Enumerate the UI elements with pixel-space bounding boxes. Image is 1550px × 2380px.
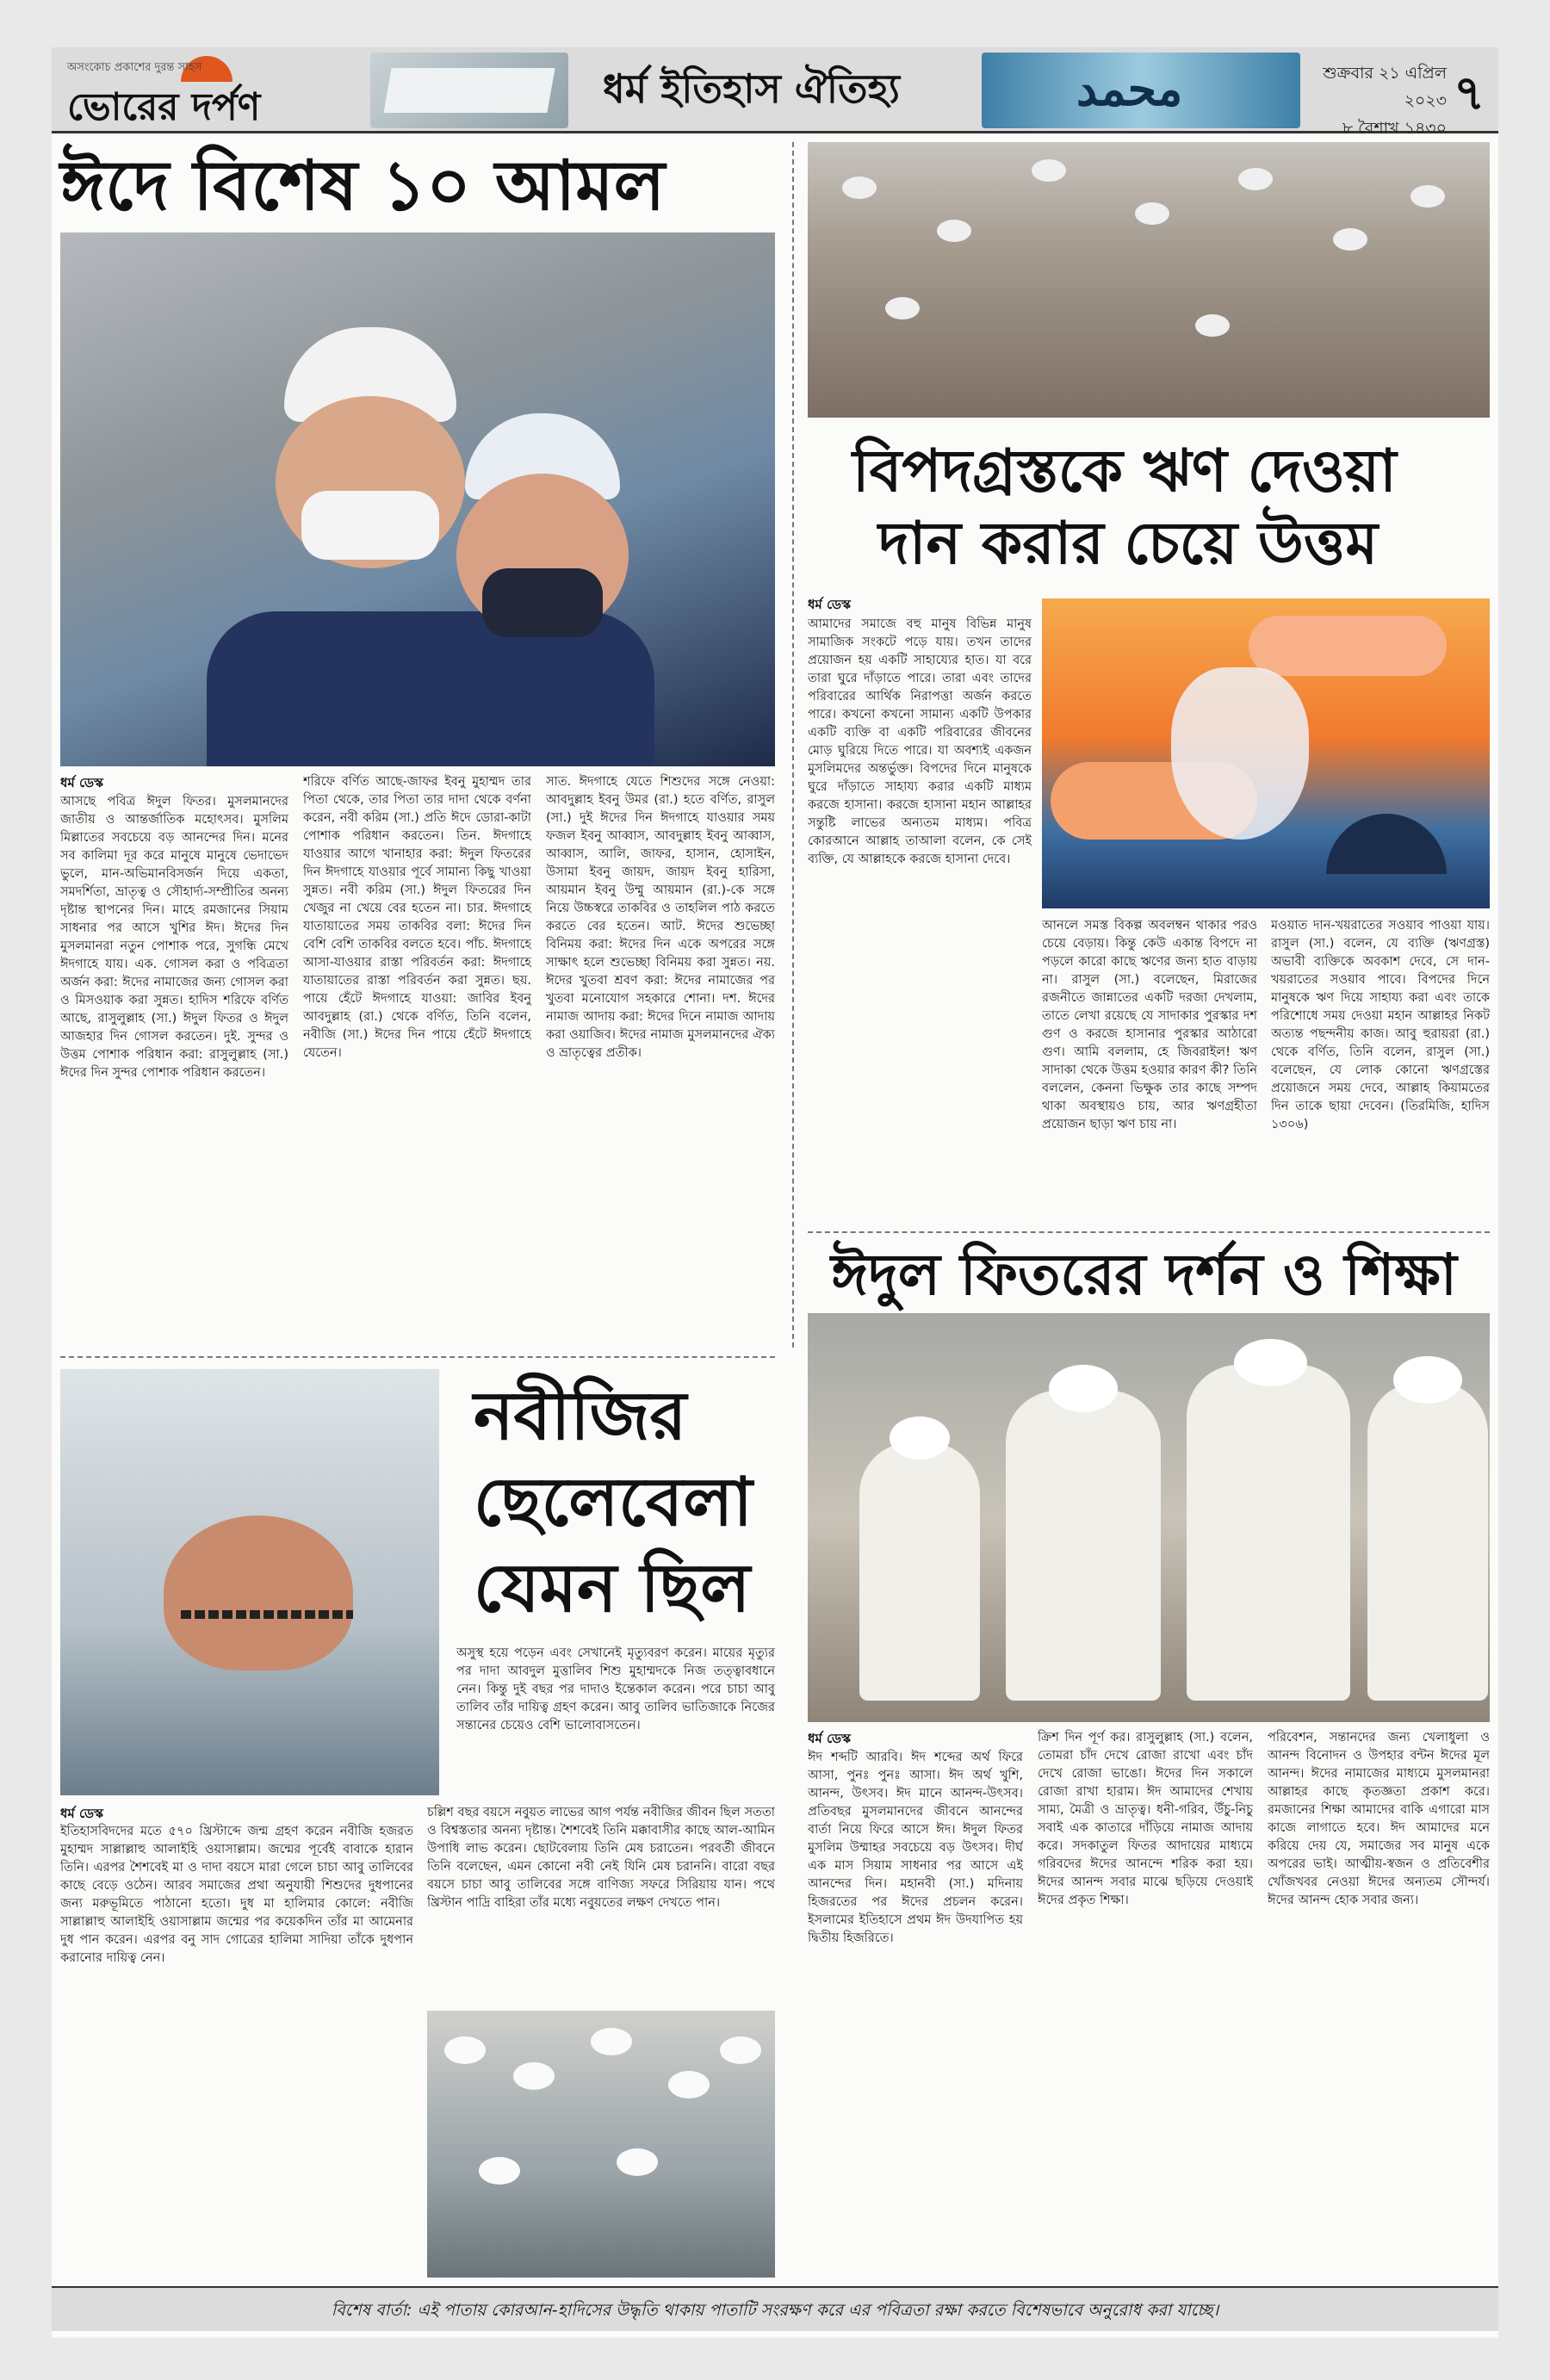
calligraphy-banner (982, 53, 1300, 128)
section-title: ধর্ম ইতিহাস ঐতিহ্য (603, 65, 900, 112)
byline-childhood: ধর্ম ডেস্ক (60, 1806, 103, 1821)
article-eid-philosophy-col3: পরিবেশন, সন্তানদের জন্য খেলাধুলা ও আনন্দ বিনোদন ও উপহার বন্টন ঈদের মূল আনন্দ। ঈদের নামাজের মাধ্যমে মুসলমানরা আল্লাহর কাছে কৃতজ্ঞতা প্রকাশ করে। রমজানের শিক্ষা আমাদের বাকি এগারো মাস কাজে লাগাতে হবে। ঈদ আমাদের মনে করিয়ে দেয় যে, সমাজের সব মানুষ একে অপরের ভাই। আত্মীয়-স্বজন ও প্রতিবেশীর খোঁজখবর নেওয়া ঈদের অন্যতম সৌন্দর্য। ঈদের আনন্দ হোক সবার জন্য। (1268, 1731, 1490, 1907)
article-eid-amal-col1: আসছে পবিত্র ঈদুল ফিতর। মুসলমানদের জাতীয় ও আন্তর্জাতিক মহোৎসব। মুসলিম মিল্লাতের সবচেয়ে বড় আনন্দের দিন। মনের সব কালিমা দূর করে মানুষে মানুষে ভেদাভেদ ভুলে, মান-অভিমানবিসর্জন দিয়ে একতা, সমদর্শিতা, ভ্রাতৃত্ব ও সৌহার্দ্য-সম্প্রীতির অনন্য দৃষ্টান্ত স্থাপনের দিন। মাহে রমজানের সিয়াম সাধনার পর আসে খুশির ঈদ। ঈদের দিন মুসলমানরা নতুন পোশাক পরে, সুগন্ধি মেখে ঈদগাহে যায়। এক. গোসল করা ও পবিত্রতা অর্জন করা: ঈদের নামাজের জন্য গোসল করা ও মিসওয়াক করা সুন্নত। হাদিস শরিফে বর্ণিত আছে, রাসুলুল্লাহ (সা.) ঈদুল ফিতর ও ঈদুল আজহার দিন গোসল করতেন। দুই. সুন্দর ও উত্তম পোশাক পরিধান করা: রাসুলুল্লাহ (সা.) ঈদের দিন সুন্দর পোশাক পরিধান করতেন। (60, 795, 288, 1080)
photo-boys-praying (427, 2011, 775, 2278)
section-divider (808, 1231, 1490, 1233)
paper-name: ভোরের দর্পণ (67, 85, 261, 129)
article-eid-amal-col2: শরিফে বর্ণিত আছে-জাফর ইবনু মুহাম্মদ তার পিতা থেকে, তার পিতা তার দাদা থেকে বর্ণনা করেন, নবী করিম (সা.) প্রতি ঈদে ডোরা-কাটা পোশাক পরিধান করতেন। তিন. ঈদগাহে যাওয়ার আগে খানাহার করা: ঈদুল ফিতরের দিন ঈদগাহে যাওয়ার পূর্বে সামান্য কিছু খাওয়া সুন্নত। নবী করিম (সা.) ঈদুল ফিতরের দিন খেজুর না খেয়ে বের হতেন না। চার. ঈদগাহে যাতায়াতের সময় তাকবির বলা: ঈদের দিন বেশি বেশি তাকবির বলতে হবে। পাঁচ. ঈদগাহে আসা-যাওয়ার রাস্তা পরিবর্তন করা: ঈদগাহে যাতায়াতের রাস্তা পরিবর্তন করা সুন্নত। ছয়. পায়ে হেঁটে ঈদগাহে যাওয়া: জাবির ইবনু আবদুল্লাহ (রা.) থেকে বর্ণিত, তিনি বলেন, নবীজি (সা.) ঈদের দিন পায়ে হেঁটে ঈদগাহে যেতেন। (303, 775, 531, 1060)
byline-eid-philosophy: ধর্ম ডেস্ক (808, 1731, 851, 1746)
open-book-icon (370, 53, 568, 128)
article-childhood-intro: অসুস্থ হয়ে পড়েন এবং সেখানেই মৃত্যুবরণ করেন। মায়ের মৃত্যুর পর দাদা আবদুল মুত্তালিব শিশু মুহাম্মদকে নিজ তত্ত্বাবধানে নেন। কিন্তু দুই বছর পর দাদাও ইন্তেকাল করেন। পরে চাচা আবু তালিব তাঁর দায়িত্ব গ্রহণ করেন। আবু তালিব ভাতিজাকে নিজের সন্তানের চেয়েও বেশি ভালোবাসতেন। (456, 1646, 775, 1732)
article-eid-philosophy-col2: ক্রিশ দিন পূর্ণ কর। রাসুলুল্লাহ (সা.) বলেন, তোমরা চাঁদ দেখে রোজা রাখো এবং চাঁদ দেখে রোজা ভাঙো। ঈদের দিন সকালে রোজা রাখা হারাম। ঈদ আমাদের শেখায় সাম্য, মৈত্রী ও ভ্রাতৃত্ব। ধনী-গরিব, উঁচু-নিচু সবাই এক কাতারে দাঁড়িয়ে নামাজ আদায় করে। সদকাতুল ফিতর আদায়ের মাধ্যমে গরিবদের ঈদের আনন্দে শরিক করা হয়। ঈদের আনন্দ সবার মাঝে ছড়িয়ে দেওয়াই ঈদের প্রকৃত শিক্ষা। (1038, 1731, 1253, 1907)
photo-praying-hands (60, 1369, 439, 1795)
article-childhood-col2: চল্লিশ বছর বয়সে নবুয়ত লাভের আগ পর্যন্ত নবীজির জীবন ছিল সততা ও বিশ্বস্ততার অনন্য দৃষ্টান্ত। শৈশবেই তিনি মক্কাবাসীর কাছে আল-আমিন উপাধি লাভ করেন। ছোটবেলায় তিনি মেষ চরাতেন। পরবর্তী জীবনে তিনি বলেছেন, এমন কোনো নবী নেই যিনি মেষ চরাননি। বারো বছর বয়সে চাচা আবু তালিবের সঙ্গে বাণিজ্য সফরে সিরিয়ায় যান। পথে খ্রিস্টান পাদ্রি বাহিরা তাঁর মধ্যে নবুয়তের লক্ষণ দেখতে পান। (427, 1806, 775, 1910)
masthead (52, 47, 1498, 138)
article-childhood-col1: ইতিহাসবিদদের মতে ৫৭০ খ্রিস্টাব্দে জন্ম গ্রহণ করেন নবীজি হজরত মুহাম্মদ সাল্লাল্লাহু আলাইহি ওয়াসাল্লাম। জন্মের পূর্বেই বাবাকে হারান তিনি। এরপর শৈশবেই মা ও দাদা বয়সে মারা গেলে চাচা আবু তালিবের কাছে বেড়ে ওঠেন। আরব সমাজের প্রথা অনুযায়ী শিশুদের দুধপানের জন্য মরুভূমিতে পাঠানো হতো। দুধ মা হালিমার কোলে: নবীজি সাল্লাল্লাহু আলাইহি ওয়াসাল্লাম জন্মের পর কয়েকদিন তাঁর মা আমেনার দুধ পান করেন। এরপর বনু সাদ গোত্রের হালিমা সাদিয়া তাঁকে দুধপান করানোর দায়িত্ব নেন। (60, 1825, 413, 1965)
article-eid-amal-col3: সাত. ঈদগাহে যেতে শিশুদের সঙ্গে নেওয়া: আবদুল্লাহ ইবনু উমর (রা.) হতে বর্ণিত, রাসুল (সা.) দুই ঈদের দিন ঈদগাহে যাওয়ার সময় ফজল ইবনু আব্বাস, আবদুল্লাহ ইবনু আব্বাস, আব্বাস, আলি, জাফর, হাসান, হোসাইন, উসামা ইবনু জায়দ, জায়দ ইবনু হারিসা, আয়মান ইবনু উম্মু আয়মান (রা.)-কে সঙ্গে নিয়ে উচ্চস্বরে তাকবির ও তাহলিল পাঠ করতে করতে বের হতেন। আট. ঈদের শুভেচ্ছা বিনিময় করা: ঈদের দিন একে অপরের সঙ্গে সাক্ষাৎ হলে শুভেচ্ছা বিনিময় করা সুন্নত। নয়. ঈদের খুতবা শ্রবণ করা: ঈদের নামাজের পর খুতবা মনোযোগ সহকারে শোনা। দশ. ঈদের নামাজ আদায় করা: ঈদের দিনে নামাজ আদায় করা ওয়াজিব। ঈদের নামাজ মুসলমানদের ঐক্য ও ভ্রাতৃত্বের প্রতীক। (546, 775, 775, 1060)
date-gregorian: শুক্রবার ২১ এপ্রিল ২০২৩ (1323, 64, 1447, 110)
footer-notice: বিশেষ বার্তা: এই পাতায় কোরআন-হাদিসের উদ্ধৃতি থাকায় পাতাটি সংরক্ষণ করে এর পবিত্রতা রক্ষা করতে বিশেষভাবে অনুরোধ করা যাচ্ছে। (52, 2286, 1498, 2331)
article-eid-philosophy-col1: ঈদ শব্দটি আরবি। ঈদ শব্দের অর্থ ফিরে আসা, পুনঃ পুনঃ আসা। ঈদ অর্থ খুশি, আনন্দ, উৎসব। ঈদ মানে আনন্দ-উৎসব। প্রতিবছর মুসলমানদের জীবনে আনন্দের বার্তা নিয়ে ফিরে আসে ঈদ। ঈদুল ফিতর মুসলিম উম্মাহর সবচেয়ে বড় উৎসব। দীর্ঘ এক মাস সিয়াম সাধনার পর আসে এই আনন্দের দিন। মহানবী (সা.) মদিনায় হিজরতের পর ঈদের প্রচলন করেন। ইসলামের ইতিহাসে প্রথম ঈদ উদযাপিত হয় দ্বিতীয় হিজরিতে। (808, 1751, 1023, 1945)
article-loan-col3: মওয়াত দান-খয়রাতের সওয়াব পাওয়া যায়। রাসুল (সা.) বলেন, যে ব্যক্তি (ঋণগ্রস্ত) অভাবী ব্যক্তিকে অবকাশ দেবে, সে দান-খয়রাতের সওয়াব পাবে। বিপদের দিনে মানুষকে ঋণ দিয়ে সাহায্য করা এবং তাকে পরিশোধে সময় দেওয়া মহান আল্লাহর নিকট অত্যন্ত পছন্দনীয় কাজ। আবু হুরায়রা (রা.) থেকে বর্ণিত, তিনি বলেন, রাসুল (সা.) বলেছেন, যে লোক কোনো ঋণগ্রস্তের প্রয়োজনে সময় দেবে, আল্লাহ কিয়ামতের দিন তাকে ছায়া দেবেন। (তিরমিজি, হাদিস ১৩০৬) (1271, 919, 1490, 1131)
headline-eid-amal: ঈদে বিশেষ ১০ আমল (60, 145, 666, 226)
column-divider (792, 142, 794, 1348)
section-divider-left (60, 1356, 775, 1358)
headline-childhood-line1: নবীজির (474, 1377, 687, 1455)
article-loan-col2: আনলে সমস্ত বিকল্প অবলম্বন থাকার পরও চেয়ে বেড়ায়। কিন্তু কেউ একান্ত বিপদে না পড়লে কারো কাছে ঋণের জন্য হাত বাড়ায় না। রাসুল (সা.) বলেছেন, মিরাজের রজনীতে জান্নাতের একটি দরজা দেখলাম, তাতে লেখা রয়েছে যে সাদাকার পুরস্কার দশ গুণ ও করজে হাসানার পুরস্কার আঠারো গুণ। আমি বললাম, হে জিবরাইল! ঋণ সাদাকা থেকে উত্তম হওয়ার কারণ কী? তিনি বললেন, কেননা ভিক্ষুক তার কাছে সম্পদ থাকা অবস্থায়ও চায়, আর ঋণগ্রহীতা প্রয়োজন ছাড়া ঋণ চায় না। (1042, 919, 1257, 1131)
photo-children-eid (60, 232, 775, 766)
byline-eid-amal: ধর্ম ডেস্ক (60, 775, 103, 790)
newspaper-page (52, 47, 1498, 2338)
dateline (1309, 59, 1447, 142)
paper-logo[interactable] (60, 54, 344, 127)
byline-loan: ধর্ম ডেস্ক (808, 597, 851, 612)
headline-loan-line1: বিপদগ্রস্তকে ঋণ দেওয়া (852, 437, 1397, 505)
headline-childhood-line3: যেমন ছিল (474, 1549, 751, 1627)
date-bengali: ৮ বৈশাখ ১৪৩০ (1342, 119, 1447, 138)
headline-loan-line2: দান করার চেয়ে উত্তম (878, 509, 1379, 578)
calligraphy-text: محمد (1076, 61, 1183, 116)
article-loan-col1: আমাদের সমাজে বহু মানুষ বিভিন্ন মানুষ সামাজিক সংকটে পড়ে যায়। তখন তাদের প্রয়োজন হয় একটি সাহায্যের হাত। যা বরে তারা ঘুরে দাঁড়াতে পারে। তারা এবং তাদের পরিবারের আর্থিক নিরাপত্তা অর্জন করতে পারে। কখনো কখনো সামান্য একটি উপকার একটি ব্যক্তি বা একটি পরিবারের জীবনের মোড় ঘুরিয়ে দিতে পারে। যা অবশ্যই একজন মুসলিমদের অন্তর্ভুক্ত। বিপদের দিনে মানুষকে ঘুরে দাঁড়াতে সাহায্য করার একটি মাধ্যম করজে হাসানা। করজে হাসানা মহান আল্লাহর সন্তুষ্টি লাভের অন্যতম মাধ্যম। পবিত্র কোরআনে আল্লাহ তাআলা বলেন, কে সেই ব্যক্তি, যে আল্লাহকে করজে হাসানা দেবে। (808, 617, 1032, 866)
photo-eid-prayer (808, 1313, 1490, 1722)
paper-tagline: অসংকোচ প্রকাশের দুরন্ত সাহস (67, 61, 202, 74)
page-number: ৭ (1454, 65, 1485, 121)
photo-giving-money (1042, 598, 1490, 908)
headline-eid-philosophy: ঈদুল ফিতরের দর্শন ও শিক্ষা (831, 1241, 1457, 1308)
headline-childhood-line2: ছেলেবেলা (474, 1463, 753, 1541)
photo-donation-counting (808, 142, 1490, 418)
